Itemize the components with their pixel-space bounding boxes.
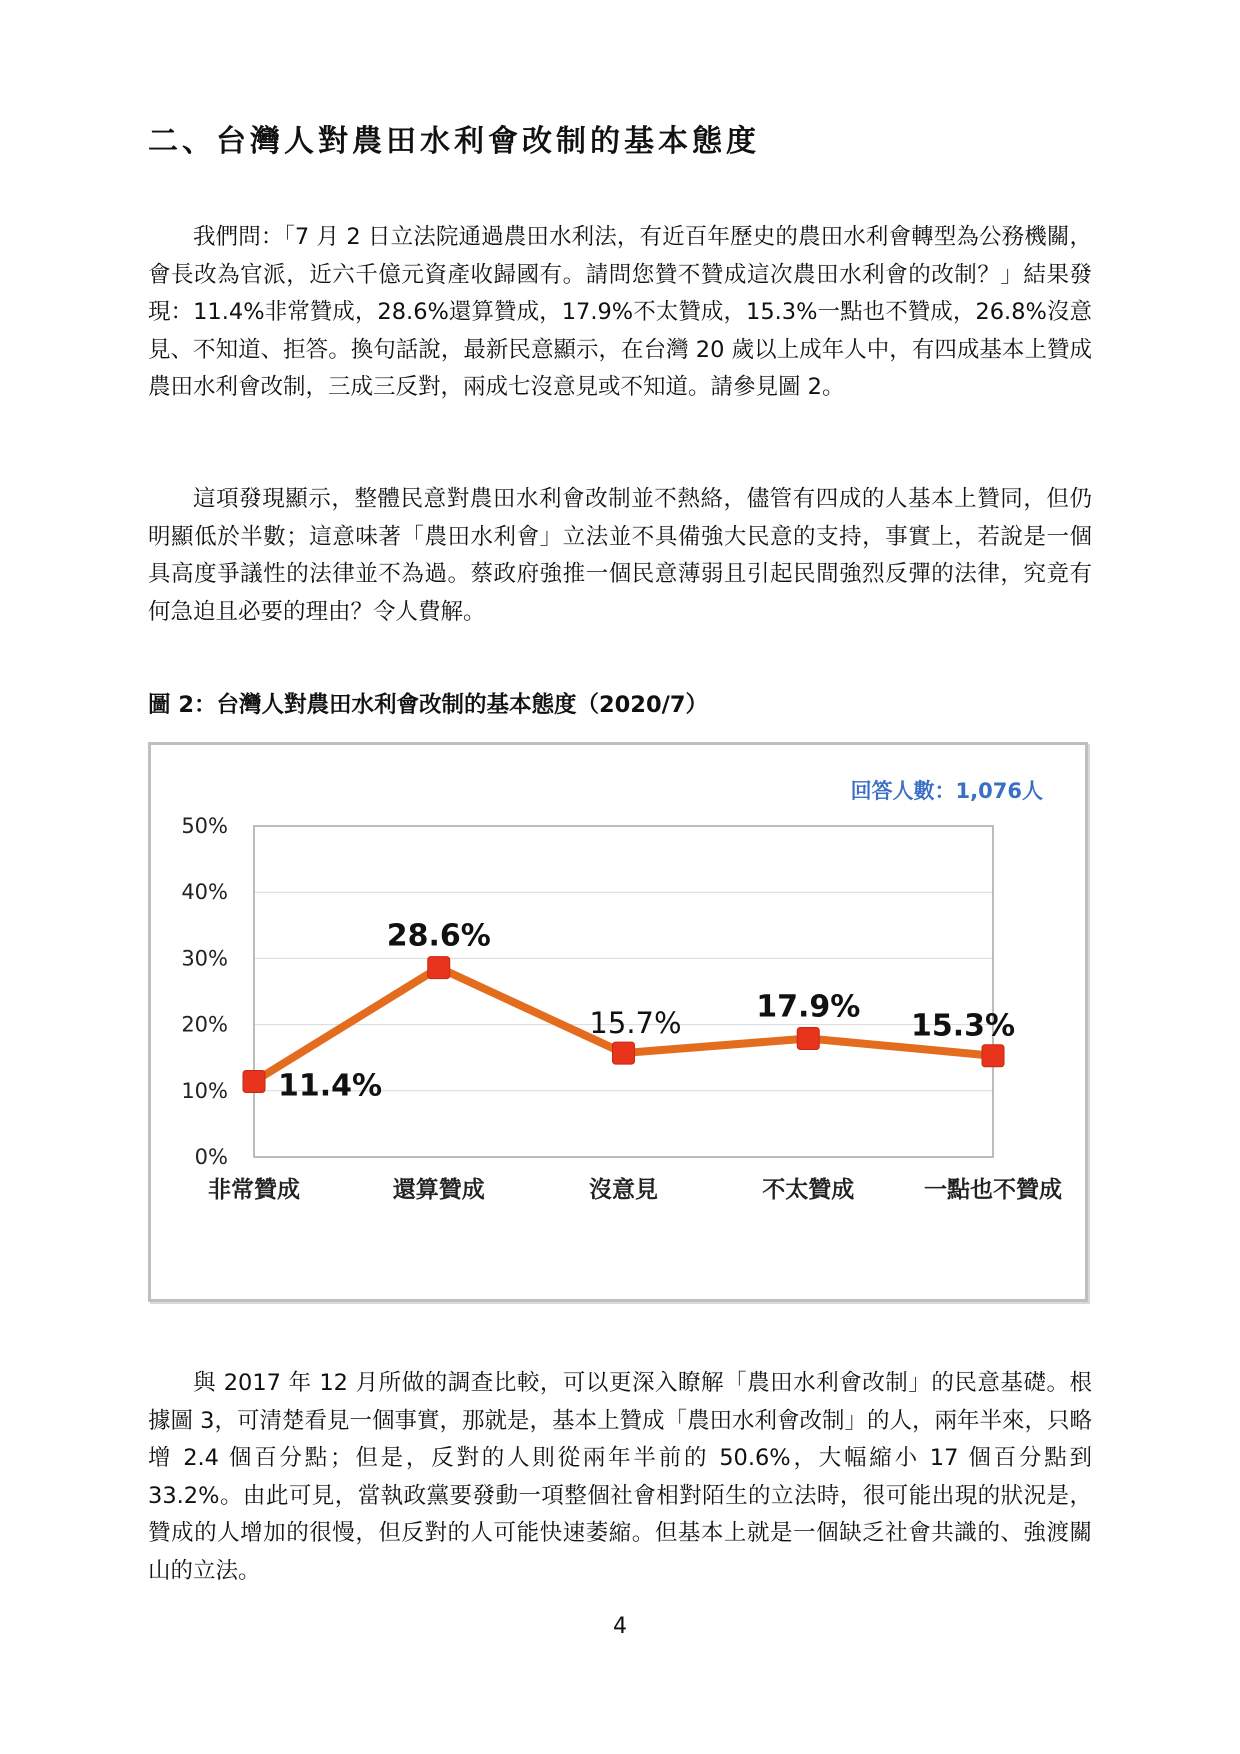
data-label: 15.7% (589, 1006, 682, 1041)
data-label: 15.3% (910, 1008, 1016, 1044)
x-category-label: 一點也不贊成 (924, 1177, 1062, 1203)
section-heading: 二、台灣人對農田水利會改制的基本態度 (148, 124, 760, 159)
paragraph-survey-question: 我們問：「7 月 2 日立法院通過農田水利法，有近百年歷史的農田水利會轉型為公務機關，會長改為官派，近六千億元資產收歸國有。請問您贊不贊成這次農田水利會的改制？」結果發現：11.4%非常贊成，28.6%還算贊成，17.9%不太贊成，15.3%一點也不贊成，26.8%沒意見、不知道、拒答。換句話說，最新民意顯示，在台灣 20 歲以上成年人中，有四成基本上贊成農田水利會改制，三成三反對，兩成七沒意見或不知道。請參見圖 2。 (148, 224, 1092, 400)
y-tick-label: 10% (181, 1078, 228, 1103)
data-point-marker (613, 1042, 635, 1064)
data-label: 28.6% (386, 918, 491, 954)
line-chart-frame (148, 742, 1088, 1302)
x-category-label: 沒意見 (589, 1177, 658, 1203)
y-tick-label: 20% (181, 1012, 228, 1037)
respondents-count: 回答人數：1,076人 (850, 779, 1043, 803)
paragraph-interpretation: 這項發現顯示，整體民意對農田水利會改制並不熱絡，儘管有四成的人基本上贊同，但仍明顯低於半數；這意味著「農田水利會」立法並不具備強大民意的支持，事實上，若說是一個具高度爭議性的法律並不為過。蔡政府強推一個民意薄弱且引起民間強烈反彈的法律，究竟有何急迫且必要的理由？令人費解。 (148, 486, 1092, 625)
data-point-marker (982, 1045, 1004, 1067)
x-category-label: 非常贊成 (208, 1177, 300, 1203)
data-label: 11.4% (278, 1068, 383, 1104)
x-category-label: 還算贊成 (392, 1177, 485, 1203)
figure-caption: 圖 2：台灣人對農田水利會改制的基本態度（2020/7） (148, 692, 708, 718)
data-point-marker (428, 957, 450, 979)
data-point-marker (243, 1071, 265, 1093)
data-point-marker (797, 1028, 819, 1050)
y-tick-label: 30% (181, 946, 228, 971)
data-label: 17.9% (756, 989, 861, 1025)
plot-area-border (254, 826, 993, 1157)
x-category-label: 不太贊成 (762, 1177, 855, 1203)
y-tick-label: 0% (194, 1145, 228, 1169)
paragraph-comparison: 與 2017 年 12 月所做的調查比較，可以更深入瞭解「農田水利會改制」的民意基礎。根據圖 3，可清楚看見一個事實，那就是，基本上贊成「農田水利會改制」的人，兩年半來，只略增 2.4 個百分點；但是，反對的人則從兩年半前的 50.6%，大幅縮小 17 個百分點到 33.2%。由此可見，當執政黨要發動一項整個社會相對陌生的立法時，很可能出現的狀況是，贊成的人增加的很慢，但反對的人可能快速萎縮。但基本上就是一個缺乏社會共識的、強渡關山的立法。 (148, 1370, 1092, 1584)
page-number: 4 (613, 1614, 627, 1639)
y-tick-label: 50% (181, 814, 228, 838)
y-tick-label: 40% (181, 880, 228, 905)
line-chart (151, 745, 1085, 1299)
